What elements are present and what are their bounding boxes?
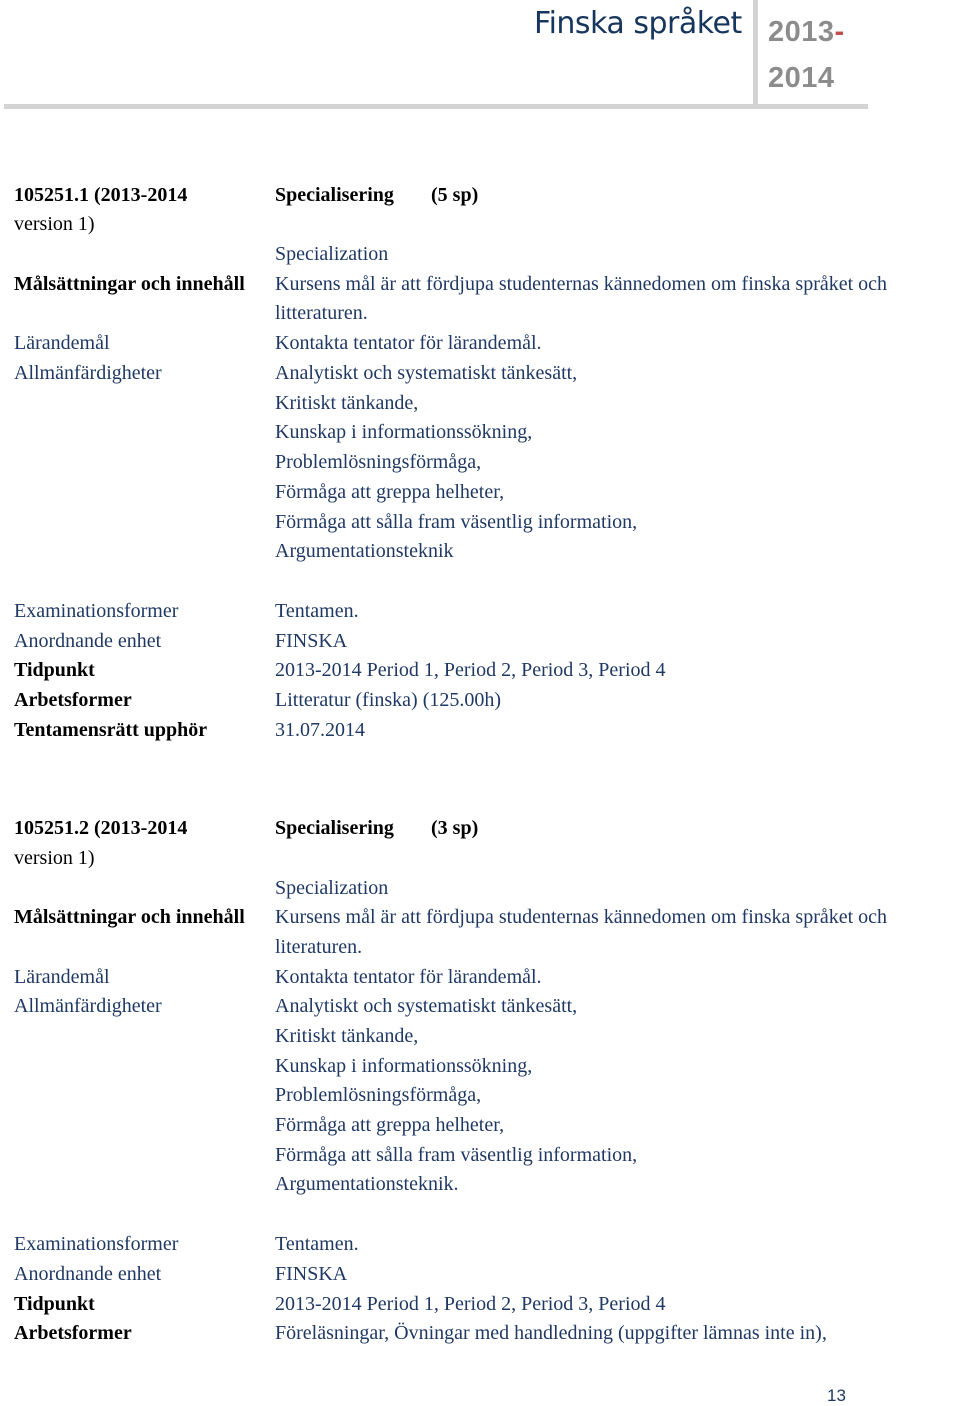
skill-item: Argumentationsteknik	[275, 540, 454, 562]
time-value: 2013-2014 Period 1, Period 2, Period 3, Period 4	[275, 659, 666, 681]
exam-value: Tentamen.	[275, 1233, 359, 1255]
work-label: Arbetsformer	[14, 689, 132, 711]
course-name-en: Specialization	[275, 243, 389, 265]
skill-item: Problemlösningsförmåga,	[275, 451, 482, 473]
skill-item: Kritiskt tänkande,	[275, 392, 419, 414]
skill-item: Kunskap i informationssökning,	[275, 421, 533, 443]
header-year-dash: -	[834, 16, 845, 48]
header-divider-vertical	[753, 0, 758, 104]
skill-item: Förmåga att sålla fram väsentlig information,	[275, 511, 638, 533]
skills-label: Allmänfärdigheter	[14, 362, 162, 384]
course-code: 105251.1 (2013-2014	[14, 184, 188, 206]
exam-value: Tentamen.	[275, 600, 359, 622]
page-number: 13	[827, 1386, 846, 1405]
skill-item: Förmåga att greppa helheter,	[275, 481, 505, 503]
expiry-value: 31.07.2014	[275, 719, 365, 741]
course-name: Specialisering	[275, 817, 394, 839]
skill-item: Kritiskt tänkande,	[275, 1025, 419, 1047]
header-year-start: 2013	[768, 16, 835, 48]
learning-label: Lärandemål	[14, 966, 110, 988]
skill-item: Argumentationsteknik.	[275, 1173, 459, 1195]
skill-item: Förmåga att greppa helheter,	[275, 1114, 505, 1136]
goals-label: Målsättningar och innehåll	[14, 273, 245, 295]
course-name-en: Specialization	[275, 877, 389, 899]
header-year-bottom: 2014	[768, 62, 835, 94]
goals-value-line1: Kursens mål är att fördjupa studenternas kännedomen om finska språket och	[275, 906, 888, 928]
exam-label: Examinationsformer	[14, 600, 179, 622]
skills-label: Allmänfärdigheter	[14, 995, 162, 1017]
time-value: 2013-2014 Period 1, Period 2, Period 3, Period 4	[275, 1293, 666, 1315]
course-name: Specialisering	[275, 184, 394, 206]
skill-item: Analytiskt och systematiskt tänkesätt,	[275, 995, 578, 1017]
header-title: Finska språket	[534, 6, 742, 41]
time-label: Tidpunkt	[14, 1293, 95, 1315]
unit-label: Anordnande enhet	[14, 630, 162, 652]
learning-label: Lärandemål	[14, 332, 110, 354]
header-year-top	[768, 16, 845, 49]
course-credits: (5 sp)	[431, 184, 479, 206]
learning-value: Kontakta tentator för lärandemål.	[275, 966, 542, 988]
expiry-label: Tentamensrätt upphör	[14, 719, 208, 741]
header-divider-horizontal	[4, 104, 868, 109]
work-value: Litteratur (finska) (125.00h)	[275, 689, 502, 711]
course-version: version 1)	[14, 213, 95, 235]
work-label: Arbetsformer	[14, 1322, 132, 1344]
unit-value: FINSKA	[275, 630, 348, 652]
work-value: Föreläsningar, Övningar med handledning (uppgifter lämnas inte in),	[275, 1322, 827, 1344]
skill-item: Förmåga att sålla fram väsentlig information,	[275, 1144, 638, 1166]
learning-value: Kontakta tentator för lärandemål.	[275, 332, 542, 354]
skill-item: Kunskap i informationssökning,	[275, 1055, 533, 1077]
goals-value-line1: Kursens mål är att fördjupa studenternas kännedomen om finska språket och	[275, 273, 888, 295]
skill-item: Analytiskt och systematiskt tänkesätt,	[275, 362, 578, 384]
course-credits: (3 sp)	[431, 817, 479, 839]
unit-label: Anordnande enhet	[14, 1263, 162, 1285]
goals-value-line2: litteraturen.	[275, 302, 368, 324]
goals-label: Målsättningar och innehåll	[14, 906, 245, 928]
unit-value: FINSKA	[275, 1263, 348, 1285]
time-label: Tidpunkt	[14, 659, 95, 681]
skill-item: Problemlösningsförmåga,	[275, 1084, 482, 1106]
exam-label: Examinationsformer	[14, 1233, 179, 1255]
course-version: version 1)	[14, 847, 95, 869]
goals-value-line2: literaturen.	[275, 936, 363, 958]
course-code: 105251.2 (2013-2014	[14, 817, 188, 839]
